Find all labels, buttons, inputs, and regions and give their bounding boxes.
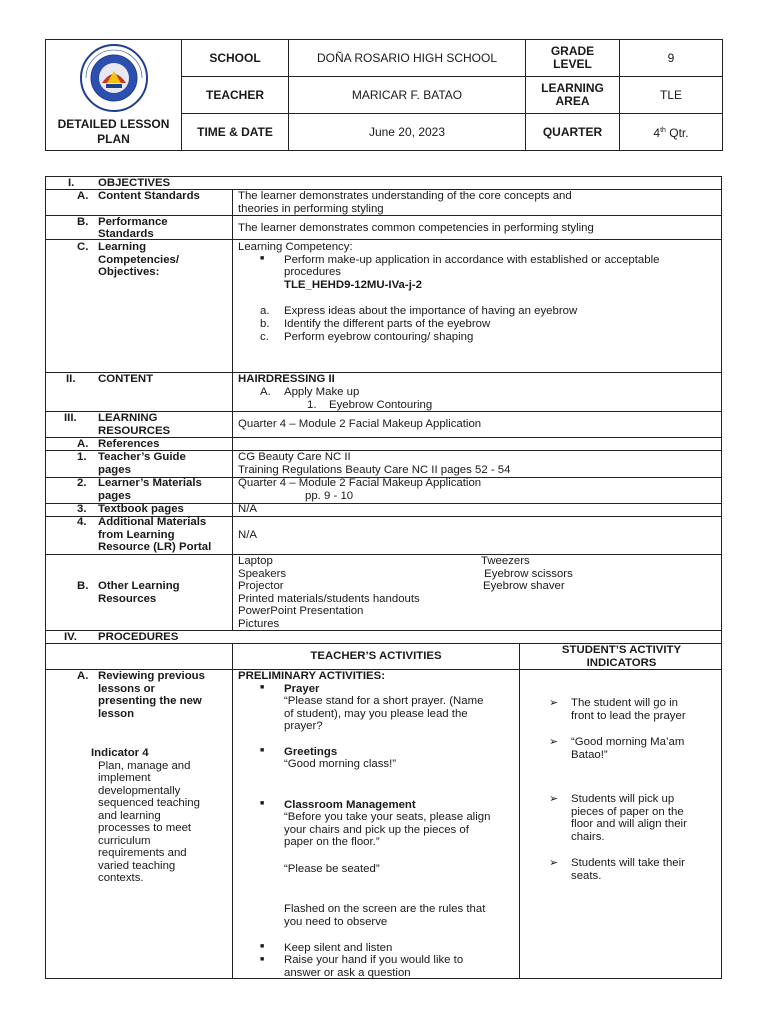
arrow-bullet-icon: ➢ [549,793,559,805]
tg-label-1: Teacher’s Guide [98,451,186,463]
indicator-text: sequenced teaching [98,797,200,809]
lm-num: 2. [77,477,87,489]
resources-title-value: Quarter 4 – Module 2 Facial Makeup Application [238,418,482,430]
resource-item: Eyebrow shaver [483,580,565,592]
reviewing-letter: A. [77,670,89,682]
competency-code: TLE_HEHD9-12MU-IVa-j-2 [284,278,422,291]
resources-title-1: LEARNING [98,412,158,424]
student-activity-text: chairs. [571,830,605,843]
reviewing-label: Reviewing previous [98,670,205,682]
additional-label-1: Additional Materials [98,516,207,528]
content-subsub-text: Eyebrow Contouring [329,398,433,411]
prayer-text: “Please stand for a short prayer. (Name [284,695,484,707]
student-activity-text: Students will take their [571,857,685,869]
bullet-icon: ■ [260,800,265,807]
competency-bullet-1: Perform make-up application in accordance with established or acceptable [284,253,660,266]
tg-label-2: pages [98,463,131,476]
other-resources-letter: B. [77,580,89,592]
indicator-text: curriculum [98,834,151,847]
content-standards-letter: A. [77,190,89,202]
student-activity-text: floor and will align their [571,818,687,830]
student-activity-text: front to lead the prayer [571,709,686,722]
preliminary-activities: PRELIMINARY ACTIVITIES: [238,670,386,682]
bullet-icon: ■ [260,255,265,262]
objectives-title: OBJECTIVES [98,177,171,189]
content-subsub-num: 1. [307,398,317,411]
resource-item: PowerPoint Presentation [238,605,364,617]
tg-num: 1. [77,451,87,463]
indicator-text: varied teaching [98,859,176,872]
teacher-activities-header: TEACHER’S ACTIVITIES [310,650,442,662]
dlp-title [48,117,179,147]
dlp-title-line1: DETAILED LESSON [57,117,170,131]
resource-item: Printed materials/students handouts [238,592,420,605]
quarter-label: QUARTER [526,114,620,151]
lm-label-1: Learner’s Materials [98,477,202,489]
resources-title-2: RESOURCES [98,424,171,437]
indicator-text: implement [98,772,151,784]
objective-b-letter: b. [260,318,270,330]
grade-level-label [526,40,620,77]
indicator-text: requirements and [98,847,187,859]
competencies-label-3: Objectives: [98,266,160,278]
prayer-text: prayer? [284,720,323,732]
header-table [45,39,723,151]
student-activity-header-1: STUDENT’S ACTIVITY [561,644,682,656]
arrow-bullet-icon: ➢ [549,697,559,709]
bullet-icon: ■ [260,747,265,754]
time-date-label: TIME & DATE [182,114,289,151]
greetings-text: “Good morning class!” [284,758,397,770]
resource-item: Speakers [238,567,287,580]
student-activity-text: pieces of paper on the [571,805,684,818]
teacher-label: TEACHER [182,77,289,114]
prayer-text: of student), may you please lead the [284,707,468,720]
content-standards-text-2: theories in performing styling [238,202,384,215]
time-date-value: June 20, 2023 [289,114,526,151]
resource-item: Laptop [238,555,273,567]
objective-a-letter: a. [260,305,270,317]
arrow-bullet-icon: ➢ [549,857,559,869]
dlp-title-line2: PLAN [97,132,130,146]
competency-bullet-2: procedures [284,266,341,278]
tg-value-2: Training Regulations Beauty Care NC II pages 52 - 54 [238,463,511,476]
additional-label-3: Resource (LR) Portal [98,541,212,553]
resource-item: Tweezers [481,555,530,567]
school-value: DOÑA ROSARIO HIGH SCHOOL [289,40,526,77]
objective-a-text: Express ideas about the importance of having an eyebrow [284,305,578,317]
please-be-seated: “Please be seated” [284,863,380,875]
procedures-title: PROCEDURES [98,630,179,643]
deped-seal-logo [76,43,152,113]
content-sub-text: Apply Make up [284,386,360,398]
competency-intro: Learning Competency: [238,241,353,253]
rule-item: Raise your hand if you would like to [284,954,464,966]
references-label: References [98,438,160,450]
content-num: II. [66,373,76,385]
learning-area-value: TLE [620,77,723,114]
resource-item: Projector [238,580,284,592]
school-label: SCHOOL [182,40,289,77]
student-activity-text: Students will pick up [571,793,675,805]
quarter-value [620,114,723,151]
student-activity-text: seats. [571,869,602,882]
reviewing-label: presenting the new [98,695,202,707]
bullet-icon: ■ [260,684,265,691]
quarter-num: 4 [653,126,661,140]
lesson-plan-table [45,176,722,979]
classroom-management-text: “Before you take your seats, please align [284,811,491,823]
grade-label-line2: LEVEL [553,57,592,71]
content-sub-letter: A. [260,386,271,398]
content-standards-label: Content Standards [98,190,200,202]
flashed-text: Flashed on the screen are the rules that [284,903,486,915]
student-activity-text: Batao!” [571,748,608,761]
lm-value-1: Quarter 4 – Module 2 Facial Makeup Application [238,477,482,489]
flashed-text: you need to observe [284,915,388,928]
reviewing-label: lessons or [98,682,155,695]
resource-item: Eyebrow scissors [481,567,573,580]
references-letter: A. [77,438,89,450]
other-resources-label-2: Resources [98,592,157,605]
tg-value-1: CG Beauty Care NC II [238,451,351,463]
performance-standards-text: The learner demonstrates common competencies in performing styling [238,222,594,234]
competencies-letter: C. [77,241,89,253]
area-label-line2: AREA [555,94,590,108]
performance-standards-label-2: Standards [98,228,154,240]
prayer-title: Prayer [284,682,320,695]
lm-label-2: pages [98,489,131,502]
performance-standards-label-1: Performance [98,216,168,228]
grade-level-value: 9 [620,40,723,77]
greetings-title: Greetings [284,745,338,758]
textbook-label: Textbook pages [98,503,184,515]
indicator-text: and learning [98,809,161,822]
area-label-line1: LEARNING [541,81,604,95]
textbook-value: N/A [238,503,257,515]
objective-b-text: Identify the different parts of the eyebrow [284,318,491,330]
arrow-bullet-icon: ➢ [549,736,559,748]
indicator-text: processes to meet [98,822,192,834]
classroom-management-title: Classroom Management [284,798,416,811]
competencies-label-2: Competencies/ [98,253,180,266]
indicator-text: developmentally [98,784,181,797]
content-standards-text-1: The learner demonstrates understanding of the core concepts and [238,190,572,202]
objective-c-text: Perform eyebrow contouring/ shaping [284,331,474,343]
additional-label-2: from Learning [98,528,175,541]
grade-label-line1: GRADE [550,44,595,58]
objectives-num: I. [68,177,75,189]
student-activity-text: The student will go in [571,697,679,709]
lm-value-2: pp. 9 - 10 [305,489,354,502]
content-heading: HAIRDRESSING II [238,373,335,385]
reviewing-label: lesson [98,707,135,720]
additional-value: N/A [238,529,257,541]
bullet-icon: ■ [260,943,265,950]
indicator-text: contexts. [98,872,144,884]
classroom-management-text: paper on the floor.” [284,836,380,848]
resource-item: Pictures [238,617,280,630]
bullet-icon: ■ [260,956,265,963]
student-activity-header-2: INDICATORS [586,656,657,669]
content-title: CONTENT [98,373,154,385]
objective-c-letter: c. [260,331,269,343]
indicator-title: Indicator 4 [91,747,149,759]
quarter-sup: th [660,127,666,134]
additional-num: 4. [77,516,87,528]
rule-item: Keep silent and listen [284,941,393,954]
quarter-rest: Qtr. [665,126,689,140]
indicator-text: Plan, manage and [98,759,191,772]
student-activity-text: “Good morning Ma’am [571,736,685,748]
resources-num: III. [64,412,77,424]
performance-standards-letter: B. [77,216,89,228]
competencies-label-1: Learning [98,241,147,253]
textbook-num: 3. [77,503,87,515]
rule-item-continued: answer or ask a question [284,966,411,979]
other-resources-label-1: Other Learning [98,580,180,592]
procedures-num: IV. [64,630,77,643]
seal-title-cell [46,40,182,151]
classroom-management-text: your chairs and pick up the pieces of [284,823,469,836]
teacher-value: MARICAR F. BATAO [289,77,526,114]
learning-area-label [526,77,620,114]
